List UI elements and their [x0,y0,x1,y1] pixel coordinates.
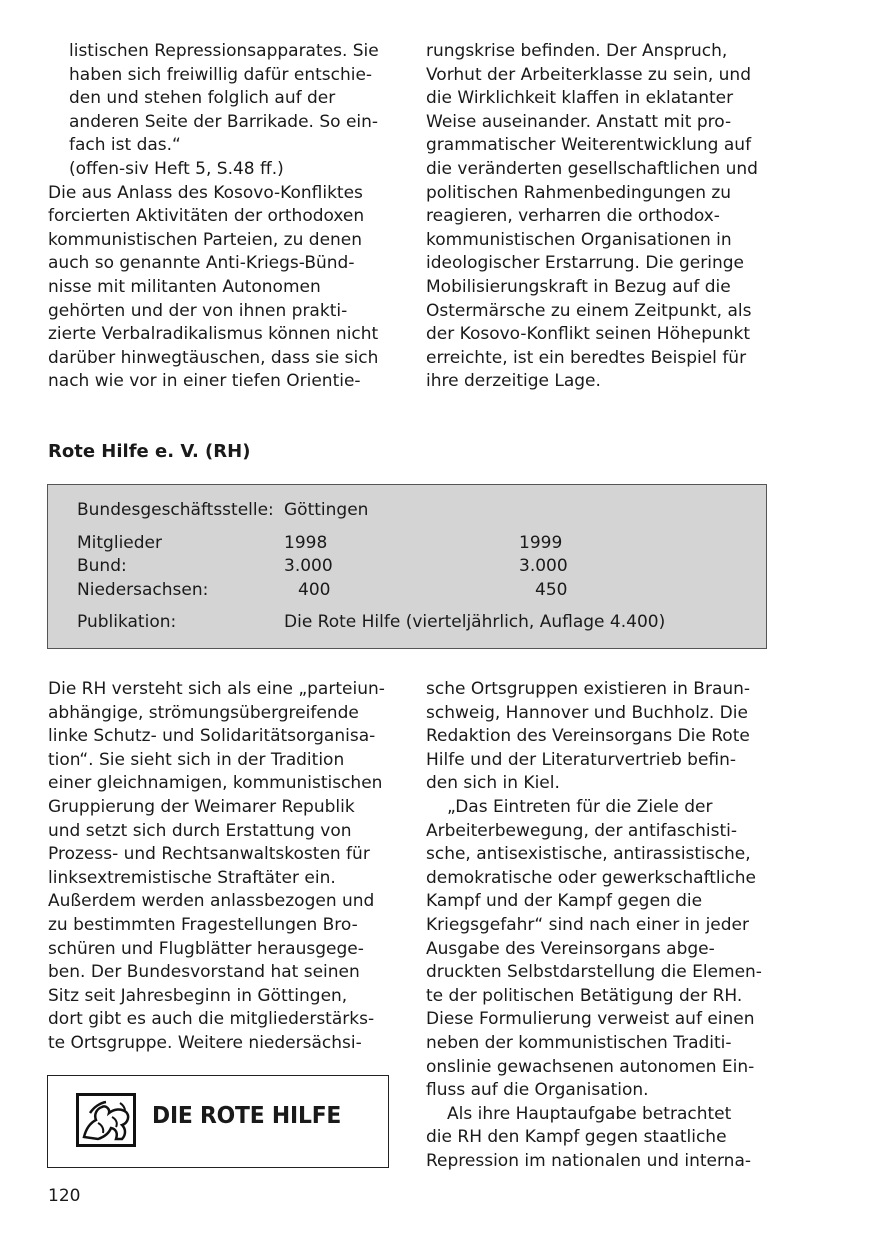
info-box [47,484,767,649]
text-line: schüren und Flugblätter herausgege- [48,938,364,959]
text-line: dort gibt es auch die mitgliederstärks- [48,1009,375,1030]
text-line: schweig, Hannover und Buchholz. Die [426,702,748,723]
text-line: demokratische oder gewerkschaftliche [426,867,756,888]
quote-line: den und stehen folglich auf der [69,88,336,109]
text-line: „Das Eintreten für die Ziele der [447,796,713,817]
text-line: Gruppierung der Weimarer Republik [48,796,355,817]
paragraph [426,796,786,1103]
text-line: kommunistischen Organisationen in [426,229,732,250]
quote-line: listischen Repressionsapparates. Sie [69,41,379,61]
text-line: sche Ortsgruppen existieren in Braun- [426,679,751,699]
text-line: tion“. Sie sieht sich in der Tradition [48,749,345,770]
logo-box [47,1075,389,1168]
text-line: linksextremistische Straftäter ein. [48,867,336,888]
text-line: Redaktion des Vereinsorgans Die Rote [426,726,750,747]
text-line: te der politischen Betätigung der RH. [426,985,743,1006]
section-heading: Rote Hilfe e. V. (RH) [48,441,251,462]
office-label: Bundesgeschäftsstelle: [77,500,274,520]
text-line: Arbeiterbewegung, der antifaschisti- [426,820,737,841]
bottom-right-column [426,678,786,1173]
federal-label: Bund: [77,556,127,576]
text-line: neben der kommunistischen Traditi- [426,1032,732,1053]
text-line: kommunistischen Parteien, zu denen [48,229,363,250]
text-line: reagieren, verharren die orthodox- [426,206,720,227]
text-line: Die RH versteht sich als eine „parteiun- [48,679,385,699]
federal-1998: 3.000 [284,556,333,576]
rote-hilfe-logo-icon [76,1093,136,1147]
text-line: Weise auseinander. Anstatt mit pro- [426,111,732,132]
text-line: die RH den Kampf gegen staatliche [426,1127,727,1148]
text-line: grammatischer Weiterentwicklung auf [426,135,752,156]
text-line: ihre derzeitige Lage. [426,371,601,392]
text-line: die veränderten gesellschaftlichen und [426,158,758,179]
top-right-column [426,40,786,394]
office-value: Göttingen [284,500,369,520]
text-line: Kampf und der Kampf gegen die [426,891,703,912]
members-label: Mitglieder [77,533,162,553]
text-line: zu bestimmten Fragestellungen Bro- [48,914,358,935]
text-line: rungskrise befinden. Der Anspruch, [426,41,728,61]
text-line: Ostermärsche zu einem Zeitpunkt, als [426,300,752,321]
paragraph [426,1103,786,1174]
paragraph [426,678,786,796]
publication-value: Die Rote Hilfe (vierteljährlich, Auflage 4.400) [284,612,666,632]
text-line: Außerdem werden anlassbezogen und [48,891,375,912]
year-1999: 1999 [519,533,563,553]
state-1998: 400 [298,580,331,600]
text-line: Sitz seit Jahresbeginn in Göttingen, [48,985,348,1006]
publication-label: Publikation: [77,612,177,632]
logo-text: DIE ROTE HILFE [152,1103,342,1129]
text-line: nach wie vor in einer tiefen Orientie- [48,371,361,392]
text-line: Diese Formulierung verweist auf einen [426,1009,755,1030]
text-line: erreichte, ist ein beredtes Beispiel für [426,347,747,368]
state-1999: 450 [535,580,568,600]
text-line: onslinie gewachsenen autonomen Ein- [426,1056,755,1077]
quote-block [48,40,408,182]
text-line: druckten Selbstdarstellung die Elemen- [426,962,762,983]
text-line: Ausgabe des Vereinsorgans abge- [426,938,715,959]
text-line: Die aus Anlass des Kosovo-Konfliktes [48,182,363,203]
text-line: einer gleichnamigen, kommunistischen [48,773,383,794]
text-line: fluss auf die Organisation. [426,1080,649,1101]
text-line: te Ortsgruppe. Weitere niedersächsi- [48,1032,362,1053]
text-line: Hilfe und der Literaturvertrieb befin- [426,749,737,770]
text-line: gehörten und der von ihnen prakti- [48,300,348,321]
text-line: darüber hinwegtäuschen, dass sie sich [48,347,379,368]
text-line: ben. Der Bundesvorstand hat seinen [48,962,360,983]
text-line: forcierten Aktivitäten der orthodoxen [48,206,365,227]
page-number: 120 [48,1186,81,1206]
quote-source: (offen-siv Heft 5, S.48 ff.) [69,158,284,179]
text-line: Mobilisierungskraft in Bezug auf die [426,276,731,297]
text-line: die Wirklichkeit klaffen in eklatanter [426,88,734,109]
paragraph [48,182,408,394]
text-line: linke Schutz- und Solidaritätsorganisa- [48,726,376,747]
state-label: Niedersachsen: [77,580,209,600]
text-line: Vorhut der Arbeiterklasse zu sein, und [426,64,751,85]
year-1998: 1998 [284,533,328,553]
text-line: Prozess- und Rechtsanwaltskosten für [48,844,370,865]
quote-line: haben sich freiwillig dafür entschie- [69,64,373,85]
text-line: zierte Verbalradikalismus können nicht [48,324,379,345]
text-line: sche, antisexistische, antirassistische, [426,844,751,865]
text-line: den sich in Kiel. [426,773,560,794]
quote-line: anderen Seite der Barrikade. So ein- [69,111,379,132]
text-line: Kriegsgefahr“ sind nach einer in jeder [426,914,749,935]
text-line: Als ihre Hauptaufgabe betrachtet [447,1103,732,1124]
bottom-left-column [48,678,408,1056]
text-line: Repression im nationalen und interna- [426,1150,751,1171]
federal-1999: 3.000 [519,556,568,576]
text-line: politischen Rahmenbedingungen zu [426,182,732,203]
text-line: auch so genannte Anti-Kriegs-Bünd- [48,253,355,274]
text-line: und setzt sich durch Erstattung von [48,820,352,841]
text-line: ideologischer Erstarrung. Die geringe [426,253,745,274]
text-line: abhängige, strömungsübergreifende [48,702,359,723]
quote-line: fach ist das.“ [69,135,181,156]
text-line: nisse mit militanten Autonomen [48,276,321,297]
top-left-column [48,40,408,394]
text-line: der Kosovo-Konflikt seinen Höhepunkt [426,324,751,345]
